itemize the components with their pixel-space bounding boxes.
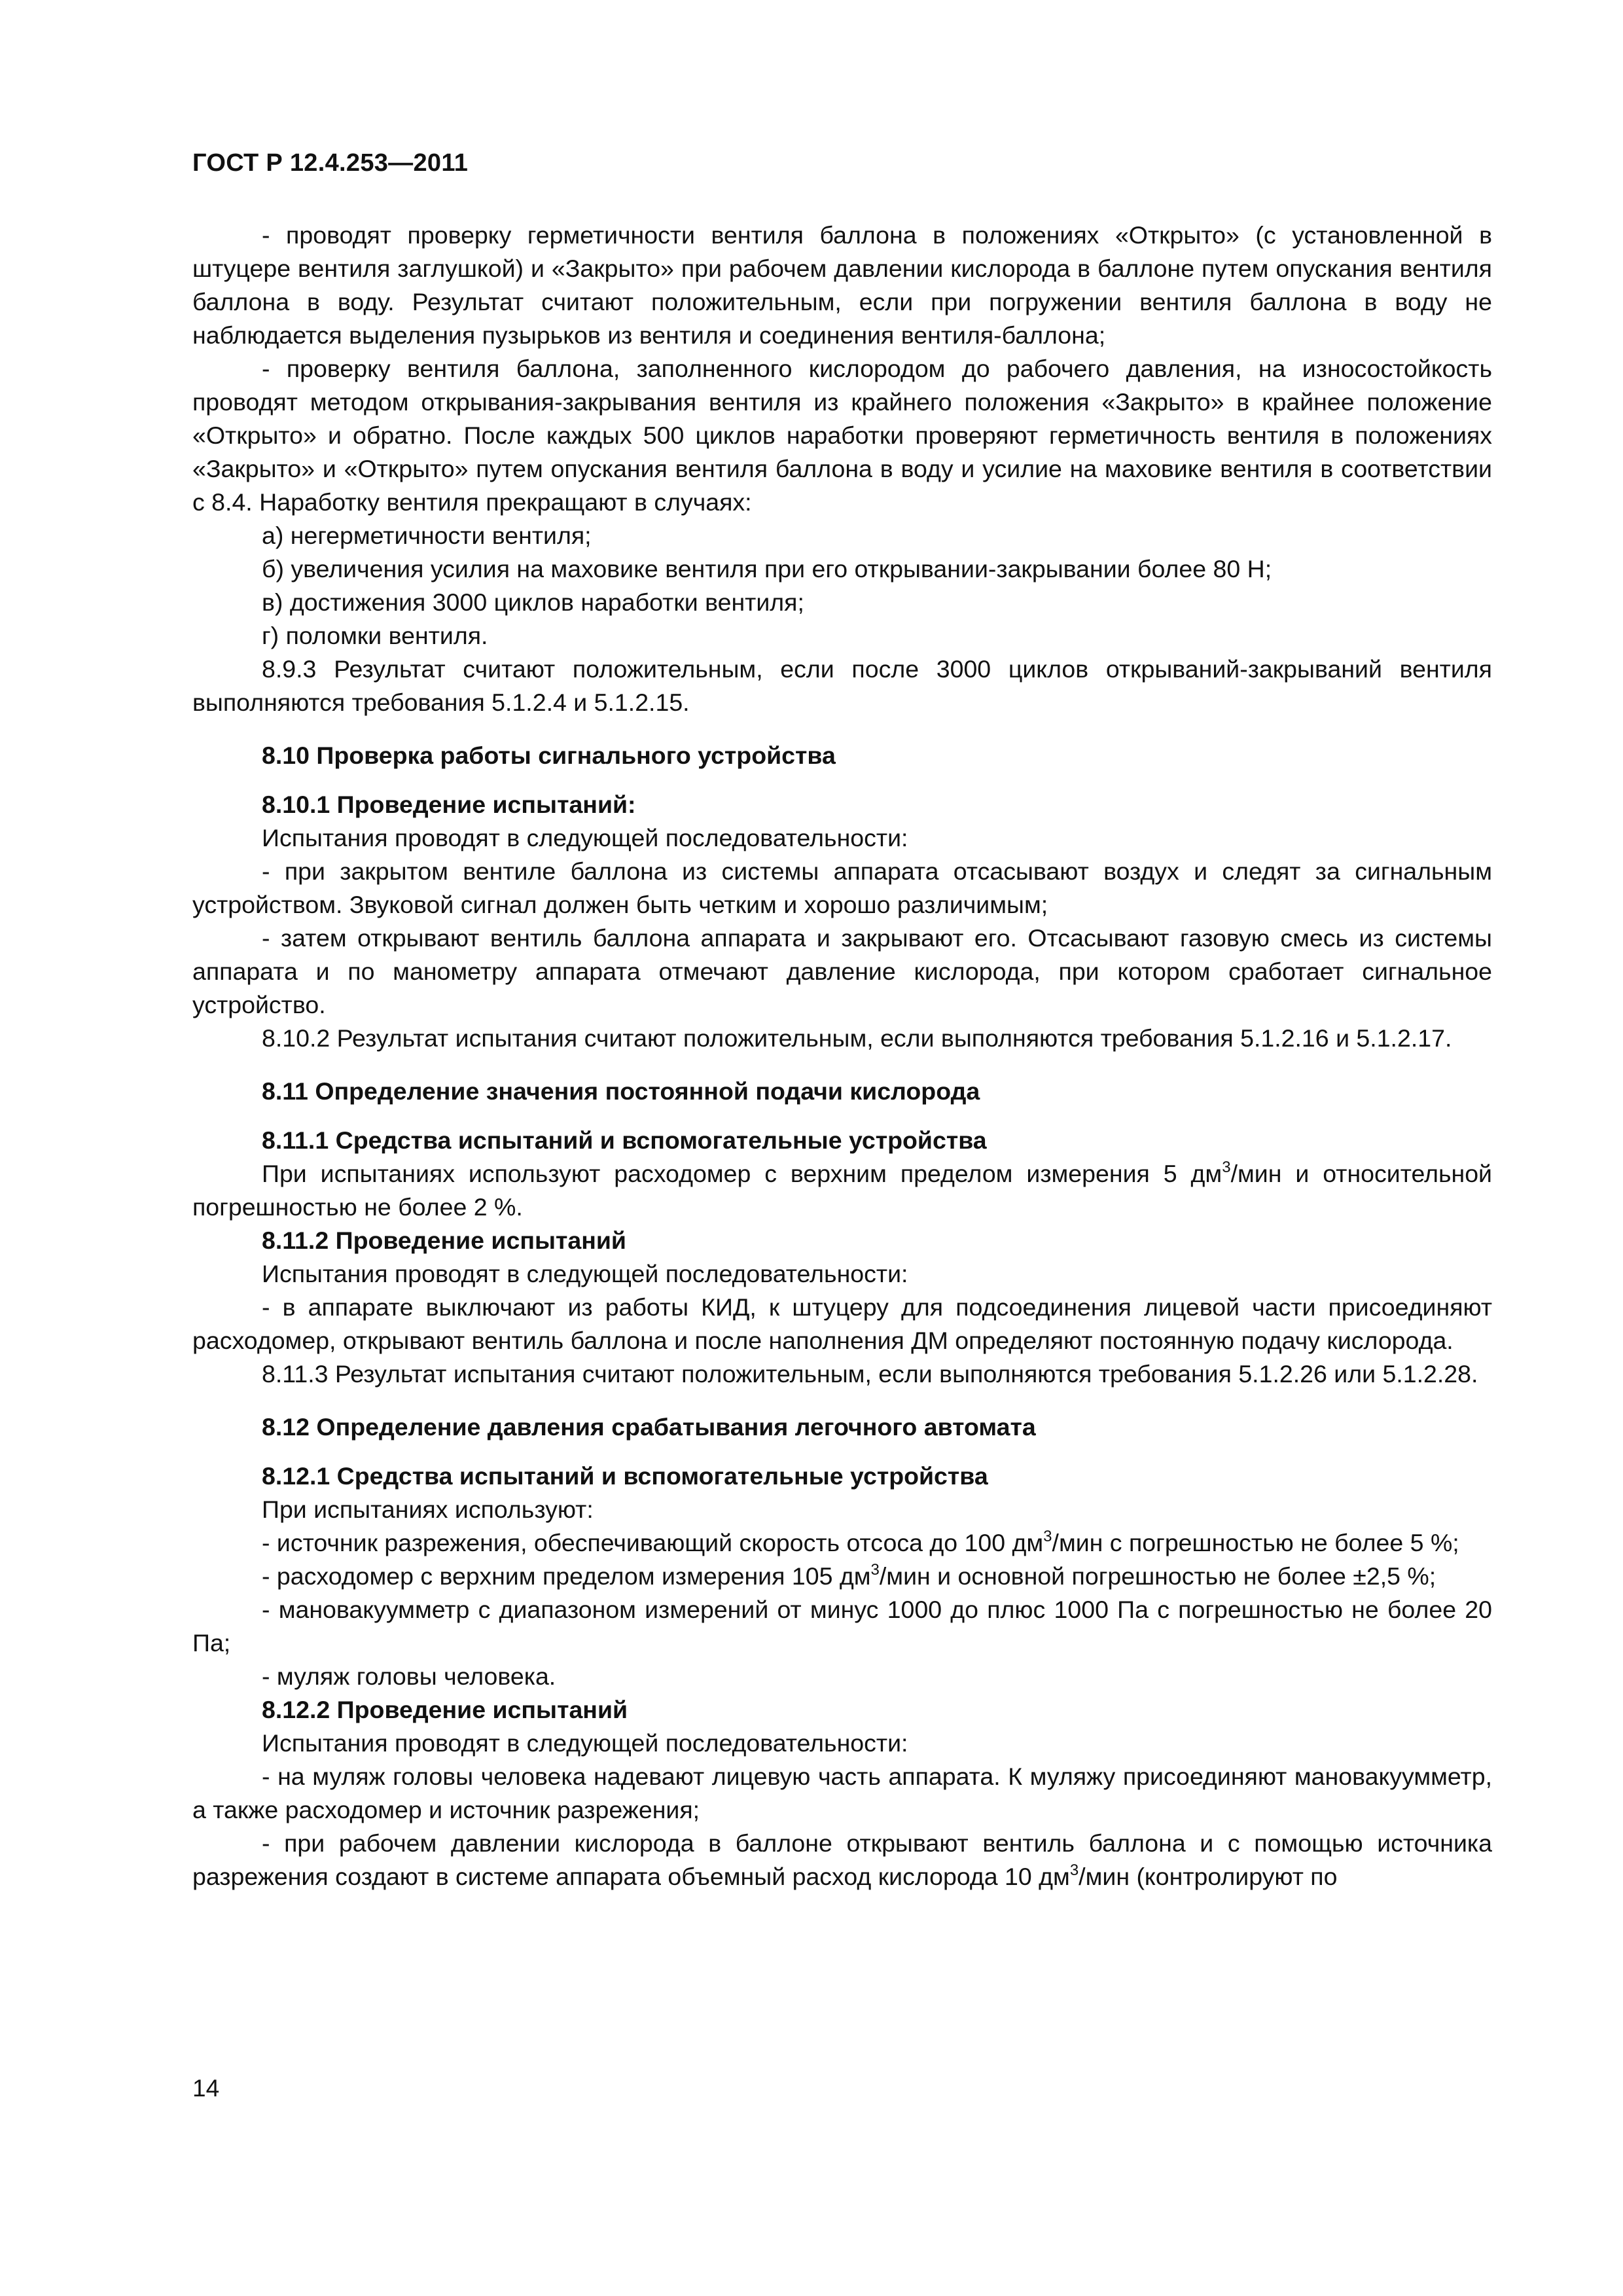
paragraph-8-10-1-a: - при закрытом вентиле баллона из системы аппарата отсасывают воздух и следят за сигнальным устройством. Звуковой сигнал должен быть четким и хорошо различимым; [192, 857, 1492, 918]
superscript: 3 [870, 1560, 880, 1579]
superscript: 3 [1222, 1158, 1231, 1176]
section-heading-8-12: 8.12 Определение давления срабатывания легочного автомата [262, 1413, 1036, 1441]
paragraph-8-12-1-a [192, 1526, 1492, 1560]
text-segment: - расходомер с верхним пределом измерения 105 дм [262, 1562, 871, 1590]
text-segment: /мин (контролируют по [1079, 1863, 1338, 1890]
paragraph-8-12-2-a: - на муляж головы человека надевают лицевую часть аппарата. К муляжу присоединяют мановакуумметр, а также расходомер и источник разрежения; [192, 1763, 1492, 1823]
paragraph-8-12-1-d: - муляж головы человека. [262, 1662, 556, 1690]
section-heading-8-11: 8.11 Определение значения постоянной подачи кислорода [262, 1077, 980, 1105]
list-item-a: а) негерметичности вентиля; [262, 522, 592, 549]
paragraph-8-12-2-intro: Испытания проводят в следующей последовательности: [262, 1729, 908, 1757]
paragraph-8-12-1-c: - мановакуумметр с диапазоном измерений от минус 1000 до плюс 1000 Па с погрешностью не более 20 Па; [192, 1596, 1492, 1657]
subsection-heading-8-12-1: 8.12.1 Средства испытаний и вспомогательные устройства [262, 1462, 988, 1490]
subsection-heading-8-11-2: 8.11.2 Проведение испытаний [262, 1227, 626, 1254]
text-segment: /мин и основной погрешностью не более ±2,5 %; [879, 1562, 1436, 1590]
paragraph-8-10-1-intro: Испытания проводят в следующей последовательности: [262, 824, 908, 852]
paragraph-8-12-2-b [192, 1827, 1492, 1893]
paragraph-8-11-3: 8.11.3 Результат испытания считают положительным, если выполняются требования 5.1.2.26 или 5.1.2.28. [262, 1360, 1478, 1388]
section-heading-8-10: 8.10 Проверка работы сигнального устройства [262, 742, 836, 769]
paragraph-8-11-2-a: - в аппарате выключают из работы КИД, к штуцеру для подсоединения лицевой части присоединяют расходомер, открывают вентиль баллона и после наполнения ДМ определяют постоянную подачу кислорода. [192, 1293, 1492, 1354]
paragraph-8-10-1-b: - затем открывают вентиль баллона аппарата и закрывают его. Отсасывают газовую смесь из системы аппарата и по манометру аппарата отмечают давление кислорода, при котором сработает сигнальное устройство. [192, 924, 1492, 1018]
paragraph-8-12-1-intro: При испытаниях используют: [262, 1496, 594, 1523]
list-item-b: б) увеличения усилия на маховике вентиля при его открывании-закрывании более 80 Н; [262, 555, 1272, 583]
text-segment: При испытаниях используют расходомер с верхним пределом измерения 5 дм [262, 1160, 1222, 1187]
subsection-heading-8-12-2: 8.12.2 Проведение испытаний [262, 1696, 628, 1723]
paragraph-leak-test: - проводят проверку герметичности вентиля баллона в положениях «Открыто» (с установленной в штуцере вентиля заглушкой) и «Закрыто» при рабочем давлении кислорода в баллоне путем опускания вентиля баллона в воду. Результат считают положительным, если при погружении вентиля баллона в воду не наблюдается выделения пузырьков из вентиля и соединения вентиля-баллона; [192, 221, 1492, 349]
paragraph-8-11-2-intro: Испытания проводят в следующей последовательности: [262, 1260, 908, 1287]
list-item-d: г) поломки вентиля. [262, 622, 488, 649]
paragraph-wear-test: - проверку вентиля баллона, заполненного кислородом до рабочего давления, на износостойкость проводят методом открывания-закрывания вентиля из крайнего положения «Закрыто» в крайнее положение «Открыто» и обратно. После каждых 500 циклов наработки проверяют герметичность вентиля в положениях «Закрыто» и «Открыто» путем опускания вентиля баллона в воду и усилие на маховике вентиля в соответствии с 8.4. Наработку вентиля прекращают в случаях: [192, 355, 1492, 516]
superscript: 3 [1043, 1527, 1052, 1545]
text-segment: - источник разрежения, обеспечивающий скорость отсоса до 100 дм [262, 1529, 1044, 1556]
document-code-header: ГОСТ Р 12.4.253—2011 [192, 149, 469, 177]
superscript: 3 [1069, 1861, 1079, 1879]
paragraph-8-11-1 [192, 1157, 1492, 1224]
subsection-heading-8-11-1: 8.11.1 Средства испытаний и вспомогательные устройства [262, 1126, 987, 1154]
text-segment: - при рабочем давлении кислорода в баллоне открывают вентиль баллона и с помощью источника разрежения создают в системе аппарата объемный расход кислорода 10 дм [192, 1829, 1492, 1890]
paragraph-8-12-1-b [192, 1560, 1492, 1593]
paragraph-8-9-3: 8.9.3 Результат считают положительным, если после 3000 циклов открываний-закрываний вентиля выполняются требования 5.1.2.4 и 5.1.2.15. [192, 655, 1492, 716]
paragraph-8-10-2: 8.10.2 Результат испытания считают положительным, если выполняются требования 5.1.2.16 и 5.1.2.17. [262, 1024, 1452, 1052]
text-segment: /мин и относительной погрешностью не более 2 %. [192, 1160, 1493, 1221]
text-segment: /мин с погрешностью не более 5 %; [1052, 1529, 1459, 1556]
document-body [192, 219, 1492, 1893]
page-number: 14 [192, 2075, 220, 2102]
subsection-heading-8-10-1: 8.10.1 Проведение испытаний: [262, 791, 636, 818]
list-item-c: в) достижения 3000 циклов наработки вентиля; [262, 588, 804, 616]
